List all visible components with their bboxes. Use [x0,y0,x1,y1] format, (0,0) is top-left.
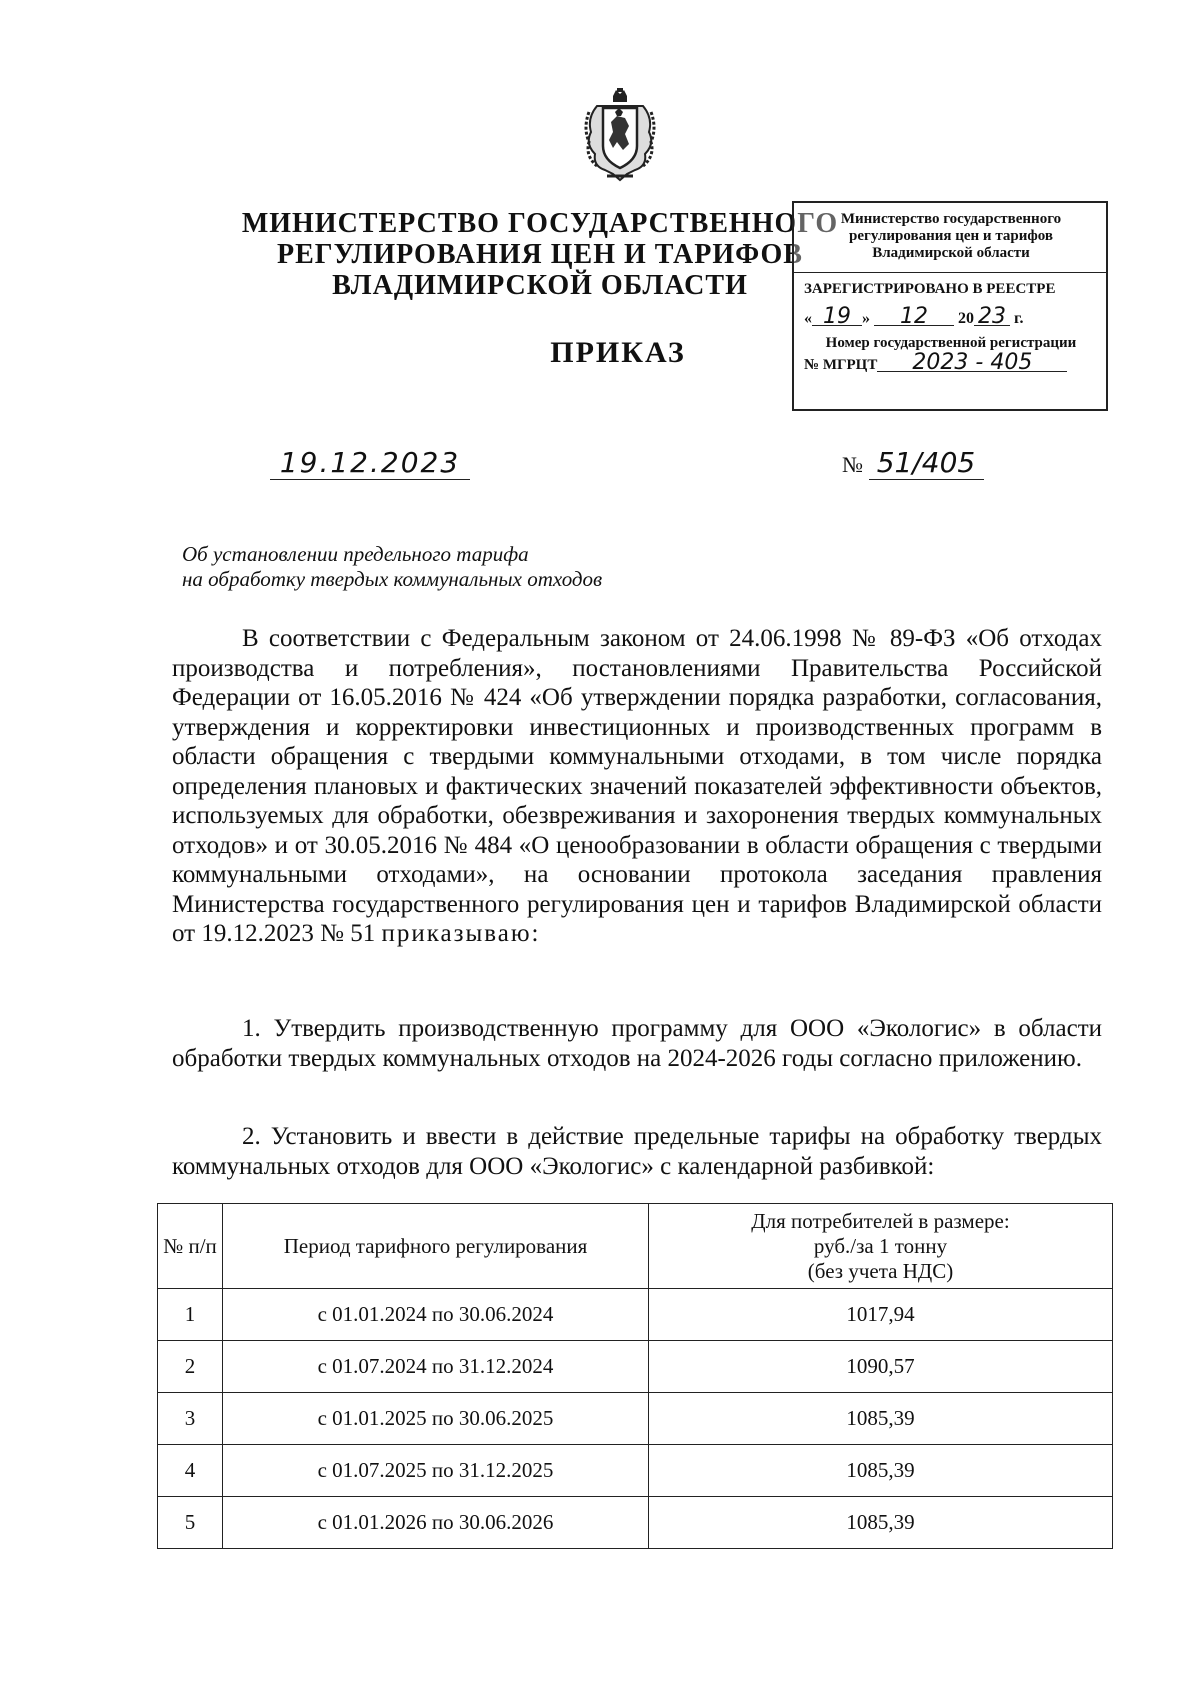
stamp-org-line: регулирования цен и тарифов [849,228,1053,244]
registration-stamp [792,201,1108,411]
row-value: 1017,94 [649,1289,1113,1341]
table-row [158,1393,1113,1445]
order-word: приказываю: [381,920,541,947]
ministry-title-line: МИНИСТЕРСТВО ГОСУДАРСТВЕННОГО [241,208,839,239]
row-value: 1085,39 [649,1497,1113,1549]
item-1-paragraph: 1. Утвердить производственную программу для ООО «Экологис» в области обработки твердых коммунальных отходов на 2024-2026 годы согласно приложению. [172,1015,1102,1072]
row-num: 1 [158,1289,223,1341]
stamp-date: « 19 » 12 20 23 г. [804,304,1024,329]
stamp-day: 19 [812,308,862,326]
table-row [158,1341,1113,1393]
header-period: Период тарифного регулирования [223,1204,649,1289]
stamp-divider [794,272,1106,273]
stamp-year-end: г. [1014,310,1024,327]
stamp-registered-label: ЗАРЕГИСТРИРОВАНО В РЕЕСТРЕ [804,281,1056,297]
header-tariff-line: (без учета НДС) [807,1258,954,1283]
row-period: с 01.07.2025 по 31.12.2025 [223,1445,649,1497]
row-num: 5 [158,1497,223,1549]
subject-line: Об установлении предельного тарифа [182,542,529,566]
document-number [842,446,984,480]
item-2-paragraph: 2. Установить и ввести в действие предельные тарифы на обработку твердых коммунальных отходов для ООО «Экологис» с календарной разбивкой: [172,1123,1102,1180]
row-period: с 01.01.2025 по 30.06.2025 [223,1393,649,1445]
stamp-regnum-label: Номер государственной регистрации [825,335,1077,351]
row-value: 1085,39 [649,1393,1113,1445]
document-date: 19.12.2023 [270,446,470,480]
table-row [158,1445,1113,1497]
header-tariff-line: Для потребителей в размере: [751,1208,1010,1233]
document-subject [182,542,782,592]
subject-line: на обработку твердых коммунальных отходов [182,567,603,591]
stamp-org-line: Владимирской области [872,245,1030,261]
ministry-title [230,208,850,301]
coat-of-arms-emblem [583,88,657,184]
row-num: 4 [158,1445,223,1497]
number-prefix: № [842,452,863,477]
table-row [158,1497,1113,1549]
row-value: 1085,39 [649,1445,1113,1497]
stamp-org [804,211,1098,262]
table-header-row [158,1204,1113,1289]
header-tariff-line: руб./за 1 тонну [813,1233,948,1258]
row-num: 2 [158,1341,223,1393]
row-num: 3 [158,1393,223,1445]
number-value: 51/405 [869,446,984,480]
preamble-text: В соответствии с Федеральным законом от 24.06.1998 № 89-ФЗ «Об отходах производства и потребления», постановлениями Правительства Российской Федерации от 16.05.2016 № 424 «Об утверждении порядка разработки, согласования, утверждения и корректировки инвестиционных и производственных программ в области обращения с твердыми коммунальными отходами, в том числе порядка определения плановых и фактических значений показателей эффективности объектов, используемых для обработки, обезвреживания и захоронения твердых коммунальных отходов» и от 30.05.2016 № 484 «О ценообразовании в области обращения с твердыми коммунальными отходами», на основании протокола заседания правления Министерства государственного регулирования цен и тарифов Владимирской области от 19.12.2023 № 51 [172,625,1102,947]
stamp-org-line: Министерство государственного [840,211,1062,227]
stamp-year-prefix: 20 [958,310,974,327]
tariff-table [157,1203,1113,1549]
row-value: 1090,57 [649,1341,1113,1393]
stamp-regnum [804,350,1098,375]
preamble-paragraph [172,624,1102,949]
stamp-year-suffix: 23 [974,308,1010,326]
header-num: № п/п [158,1204,223,1289]
ministry-title-line: РЕГУЛИРОВАНИЯ ЦЕН И ТАРИФОВ [277,239,803,270]
stamp-regnum-prefix: № МГРЦТ [804,357,878,373]
header-tariff [649,1204,1113,1289]
table-row [158,1289,1113,1341]
document-type: ПРИКАЗ [550,336,686,369]
row-period: с 01.07.2024 по 31.12.2024 [223,1341,649,1393]
stamp-regnum-value: 2023 - 405 [877,354,1067,372]
ministry-title-line: ВЛАДИМИРСКОЙ ОБЛАСТИ [332,270,748,301]
stamp-month: 12 [874,308,954,326]
row-period: с 01.01.2024 по 30.06.2024 [223,1289,649,1341]
row-period: с 01.01.2026 по 30.06.2026 [223,1497,649,1549]
